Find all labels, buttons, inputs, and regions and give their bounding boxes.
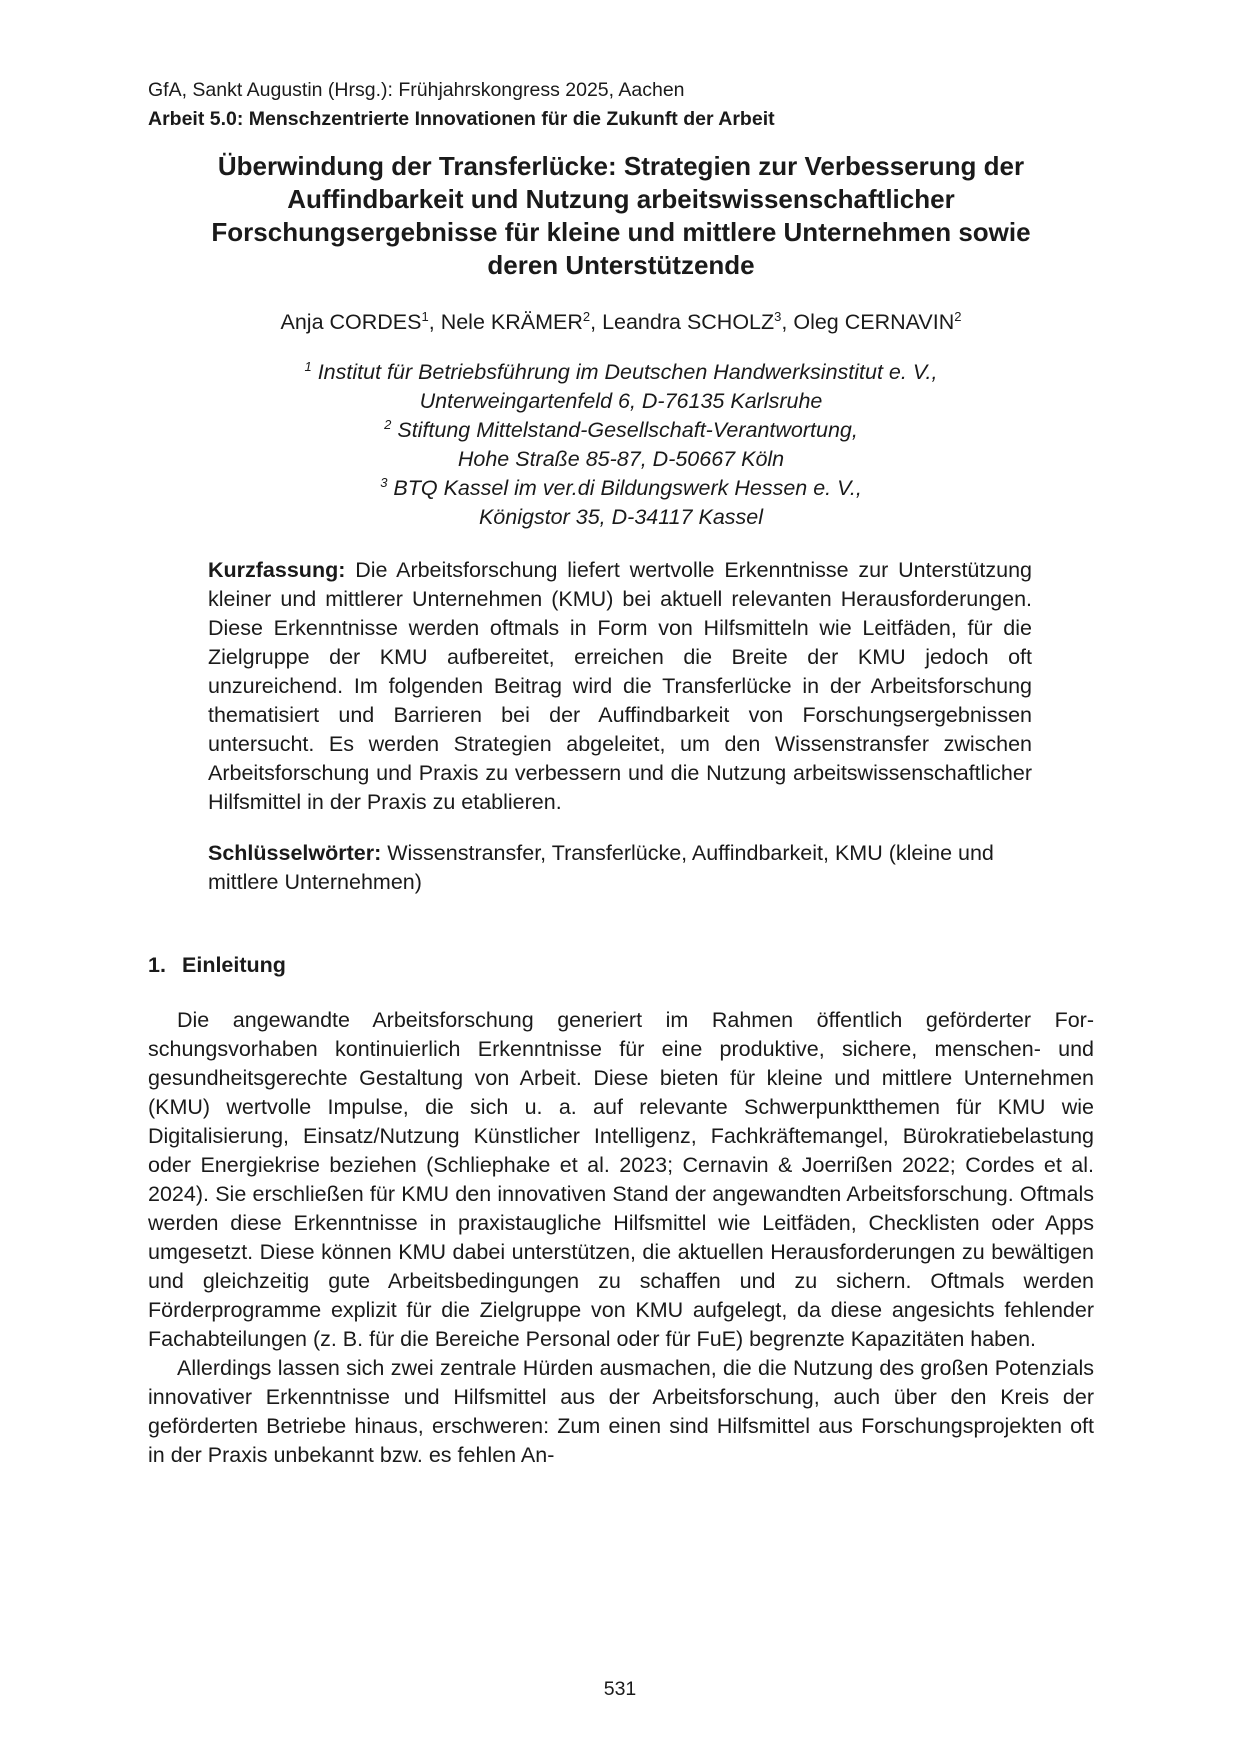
abstract-label: Kurzfassung: [208,558,346,582]
running-header [148,76,1094,134]
author-list: Anja CORDES$^1$, Nele KRÄMER$^2$, Leandra SCHOLZ$^3$, Oleg CERNAVIN$^2$ [280,308,962,334]
page-number: 531 [603,1678,637,1700]
author: Nele KRÄMER$^2$ [440,308,591,334]
title-line: Auffindbarkeit und Nutzung arbeitswissenschaftlicher [287,184,955,214]
author: Anja CORDES$^1$ [280,308,429,334]
paragraph: Allerdings lassen sich zwei zentrale Hürden ausmachen, die die Nutzung des großen Potenzials innovativer Erkenntnisse und Hilfsmittel aus der Arbeitsforschung, auch über den Kreis der geförderten Betriebe hinaus, erschweren: Zum einen sind Hilfsmittel aus Forschungsprojekten oft in der Praxis unbekannt bzw. es fehlen An- [148,1356,1094,1467]
paper-title [148,150,1094,282]
abstract-text: Die Arbeitsforschung liefert wertvolle Erkenntnisse zur Unterstützung kleiner und mittlerer Unternehmen (KMU) bei aktuell relevanten Herausforderungen. Diese Erkenntnisse werden oftmals in Form von Hilfsmitteln wie Leitfäden, für die Zielgruppe der KMU aufbereitet, erreichen die Breite der KMU jedoch oft unzureichend. Im folgenden Beitrag wird die Transferlücke in der Arbeitsforschung thematisiert und Barrieren bei der Auffindbarkeit von Forschungsergebnissen untersucht. Es werden Strategien abgeleitet, um den Wissenstransfer zwischen Arbeitsforschung und Praxis zu verbessern und die Nutzung arbeitswissenschaftlicher Hilfsmittel in der Praxis zu etablieren. [208,558,1032,814]
paragraph: Die angewandte Arbeitsforschung generiert im Rahmen öffentlich geförderter Forschungsvorhaben kontinuierlich Erkenntnisse für eine produktive, sichere, menschen- und gesundheitsgerechte Gestaltung von Arbeit. Diese bieten für kleine und mittlere Unternehmen (KMU) wertvolle Impulse, die sich u. a. auf relevante Schwerpunktthemen für KMU wie Digitalisierung, Einsatz/Nutzung Künstlicher Intelligenz, Fachkräftemangel, Bürokratiebelastung oder Energiekrise beziehen (Schliephake et al. 2023; Cernavin & Joerrißen 2022; Cordes et al. 2024). Sie erschließen für KMU den innovativen Stand der angewandten Arbeitsforschung. Oftmals werden diese Erkenntnisse in praxistaugliche Hilfsmittel wie Leitfäden, Checklisten oder Apps umgesetzt. Diese können KMU dabei unterstützen, die aktuellen Herausforderungen zu bewältigen und gleichzeitig gute Arbeitsbedingungen zu schaffen und zu sichern. Oftmals werden Förderprogramme explizit für die Zielgruppe von KMU aufgelegt, da diese angesichts fehlender Fachabteilungen (z. B. für die Bereiche Personal oder für FuE) begrenzte Kapazitäten haben. [148,1008,1094,1351]
keywords-text: Wissenstransfer, Transferlücke, Auffindbarkeit, KMU (kleine und mittlere Unternehmen) [208,841,994,894]
paper-page [148,76,1094,1716]
affiliation-line: Hohe Straße 85-87, D-50667 Köln [457,447,785,471]
abstract [208,556,1032,817]
affiliation-line: $^2$ Stiftung Mittelstand-Gesellschaft-Verantwortung, [384,416,858,442]
section-number: 1. [148,953,166,977]
title-line: deren Unterstützende [487,250,755,280]
section-title: Einleitung [182,953,286,977]
header-conference: GfA, Sankt Augustin (Hrsg.): Frühjahrskongress 2025, Aachen [148,79,685,101]
title-line: Überwindung der Transferlücke: Strategien zur Verbesserung der [217,151,1025,181]
affiliation-line: Unterweingartenfeld 6, D-76135 Karlsruhe [419,389,823,413]
author: Leandra SCHOLZ$^3$ [602,308,782,334]
affiliation-line: Königstor 35, D-34117 Kassel [478,505,764,529]
title-line: Forschungsergebnisse für kleine und mittlere Unternehmen sowie [211,217,1031,247]
body-text [148,1006,1094,1470]
keywords [208,839,1032,897]
section-heading [148,951,1094,980]
affiliation-line: $^1$ Institut für Betriebsführung im Deutschen Handwerksinstitut e. V., [304,358,938,384]
author: Oleg CERNAVIN$^2$ [793,308,962,334]
affiliations [148,358,1094,532]
header-theme: Arbeit 5.0: Menschzentrierte Innovationen für die Zukunft der Arbeit [148,108,775,130]
affiliation-line: $^3$ BTQ Kassel im ver.di Bildungswerk Hessen e. V., [380,474,862,500]
keywords-label: Schlüsselwörter: [208,841,382,865]
